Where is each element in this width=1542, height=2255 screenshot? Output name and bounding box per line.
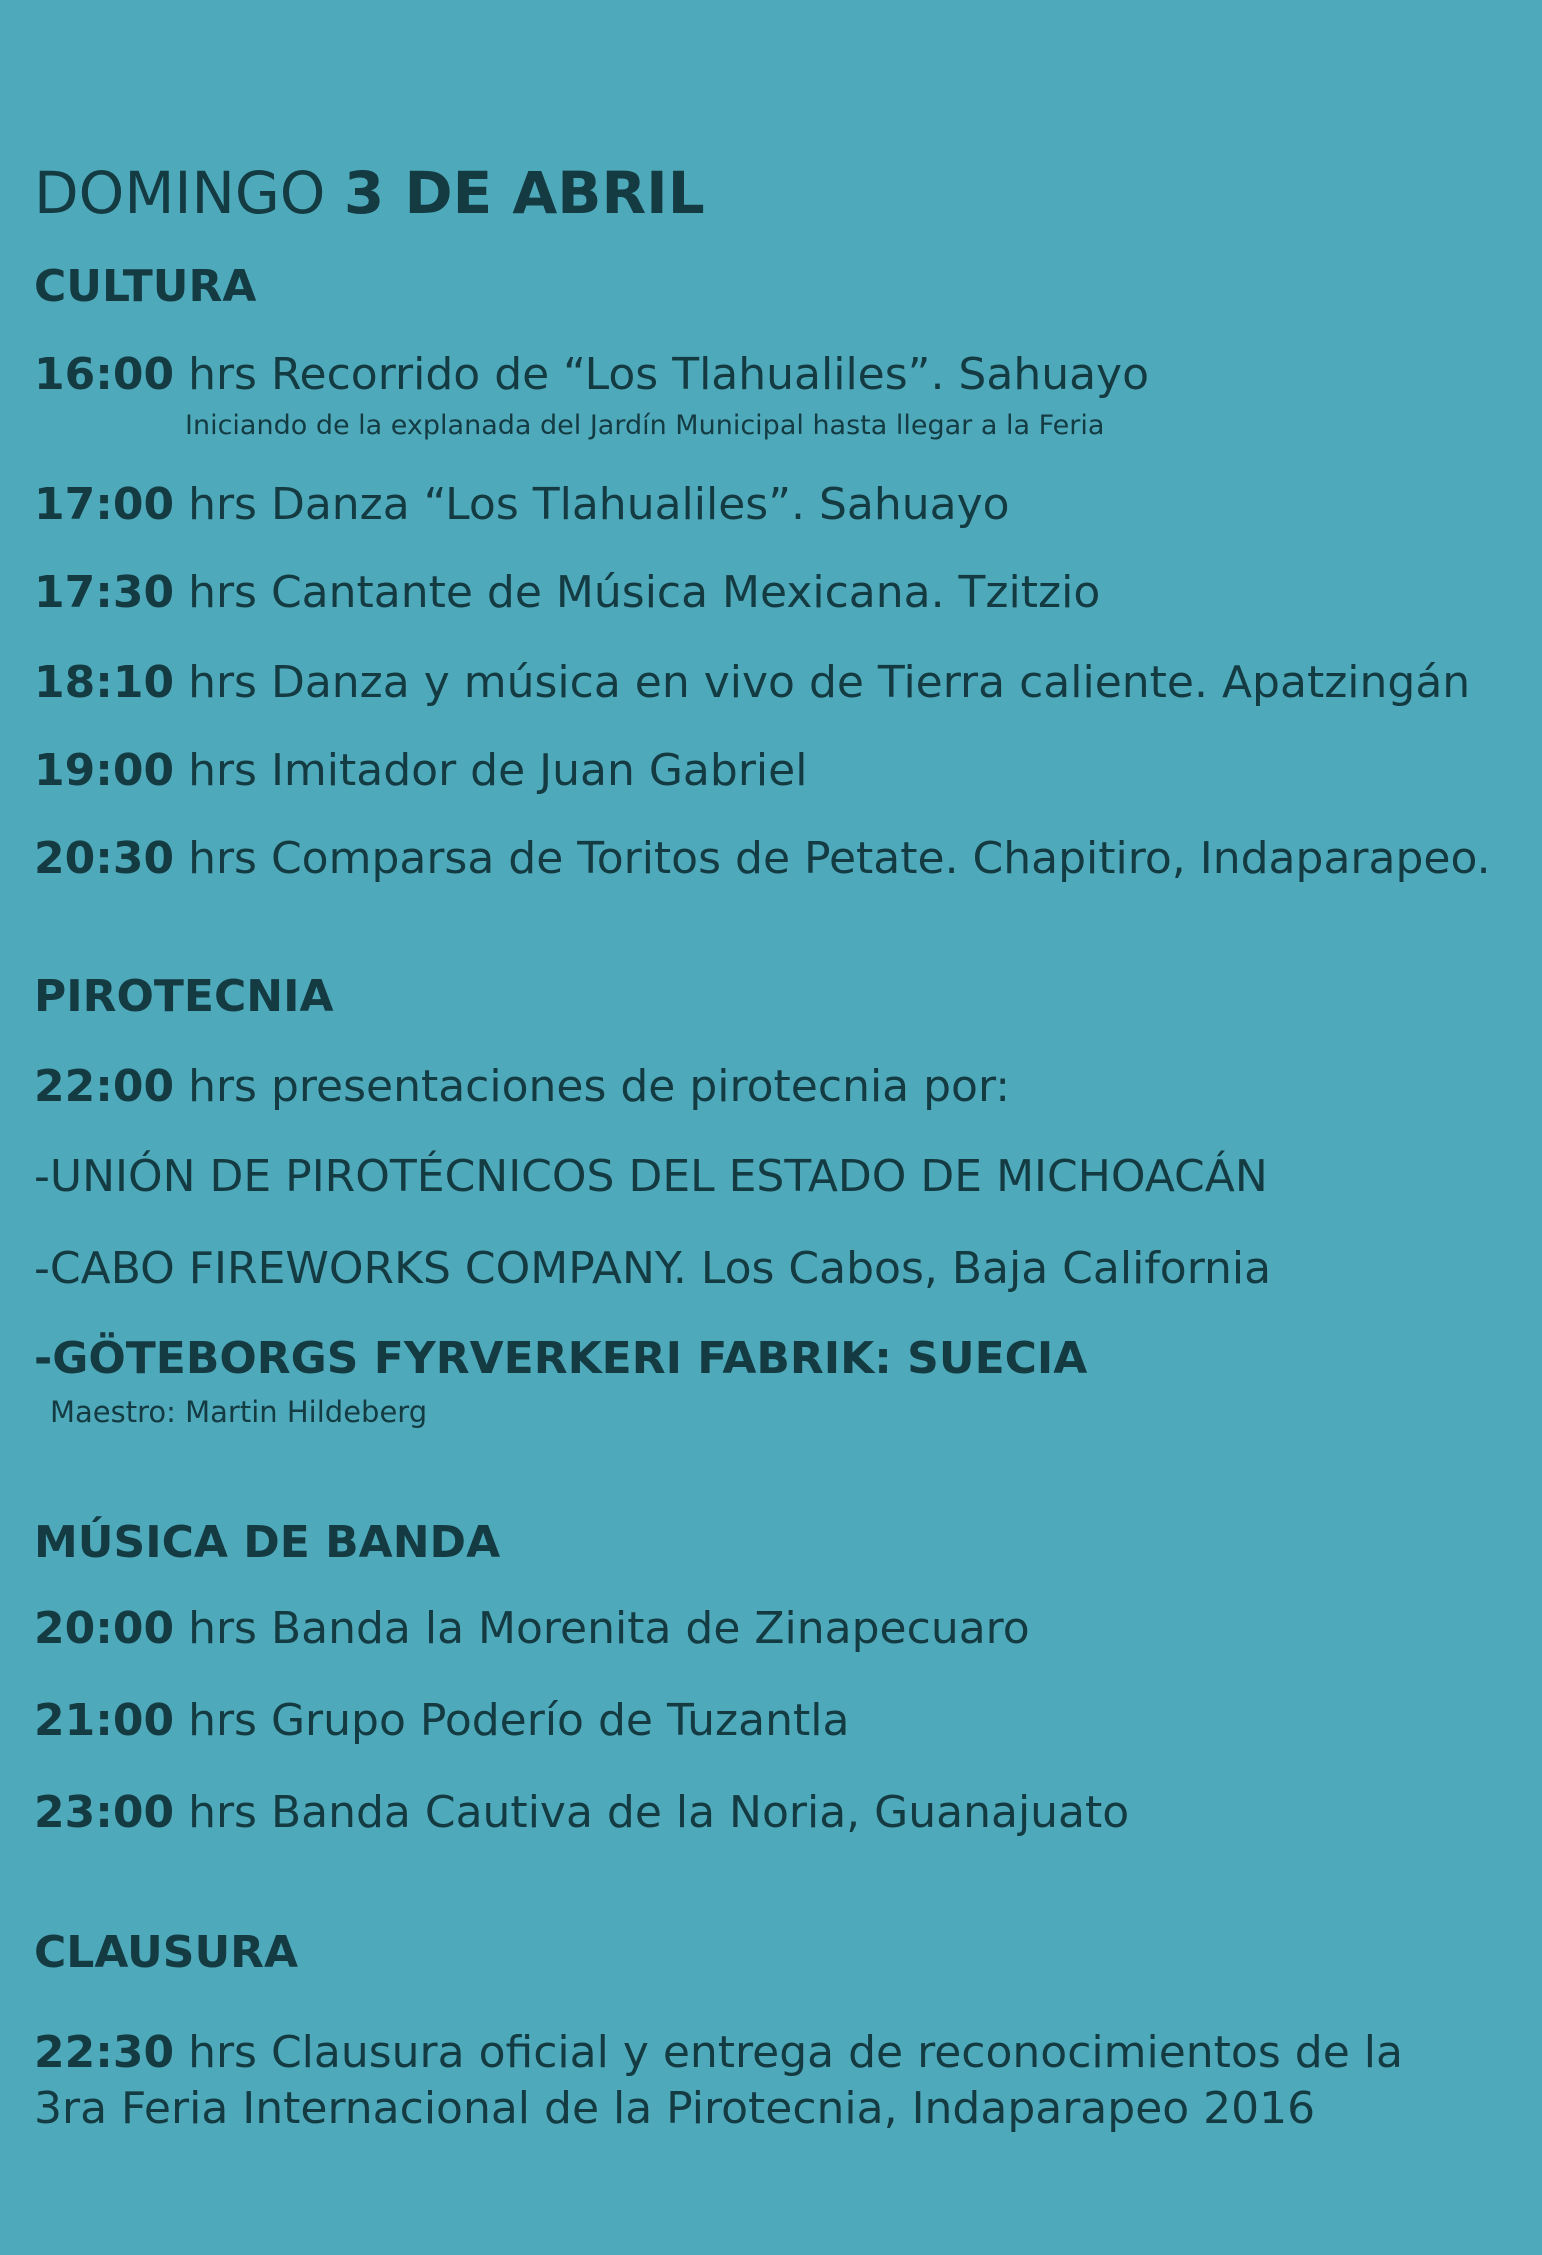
event-text: hrs Danza y música en vivo de Tierra caliente. Apatzingán <box>188 657 1471 708</box>
event-time: 23:00 <box>34 1787 175 1838</box>
event-time: 17:00 <box>34 479 175 530</box>
event-time: 18:10 <box>34 657 175 708</box>
event-text: hrs Banda Cautiva de la Noria, Guanajuato <box>188 1787 1130 1838</box>
event-text: hrs presentaciones de pirotecnia por: <box>188 1061 1011 1112</box>
event-cultura-5 <box>34 746 807 797</box>
event-text: hrs Clausura oficial y entrega de reconocimientos de la <box>188 2027 1403 2078</box>
event-text: hrs Recorrido de “Los Tlahualiles”. Sahuayo <box>188 349 1150 400</box>
event-text: hrs Imitador de Juan Gabriel <box>188 745 808 796</box>
event-time: 20:30 <box>34 833 175 884</box>
day-date: 3 DE ABRIL <box>343 159 705 227</box>
event-time: 22:00 <box>34 1061 175 1112</box>
day-title: DOMINGO 3 DE ABRIL <box>34 159 705 227</box>
event-text: hrs Grupo Poderío de Tuzantla <box>188 1695 850 1746</box>
event-banda-2 <box>34 1696 849 1747</box>
event-time: 20:00 <box>34 1603 175 1654</box>
event-pirotecnia-intro <box>34 1062 1010 1113</box>
event-time: 19:00 <box>34 745 175 796</box>
event-clausura-line2: 3ra Feria Internacional de la Pirotecnia, Indaparapeo 2016 <box>34 2083 1316 2134</box>
event-banda-1 <box>34 1604 1030 1655</box>
section-heading-pirotecnia: PIROTECNIA <box>34 971 334 1022</box>
maestro-note: Maestro: Martin Hildeberg <box>50 1395 428 1429</box>
participant-item: -UNIÓN DE PIROTÉCNICOS DEL ESTADO DE MICHOACÁN <box>34 1151 1268 1202</box>
section-heading-cultura: CULTURA <box>34 261 257 312</box>
event-banda-3 <box>34 1788 1129 1839</box>
event-clausura <box>34 2028 1403 2079</box>
event-cultura-6 <box>34 834 1491 885</box>
event-time: 22:30 <box>34 2027 175 2078</box>
event-cultura-4 <box>34 658 1470 709</box>
section-heading-clausura: CLAUSURA <box>34 1927 299 1978</box>
event-cultura-1 <box>34 350 1149 401</box>
event-text: hrs Comparsa de Toritos de Petate. Chapitiro, Indaparapeo. <box>188 833 1491 884</box>
event-note: Iniciando de la explanada del Jardín Municipal hasta llegar a la Feria <box>185 410 1105 441</box>
event-text: hrs Cantante de Música Mexicana. Tzitzio <box>188 567 1101 618</box>
event-text: hrs Danza “Los Tlahualiles”. Sahuayo <box>188 479 1010 530</box>
event-text: hrs Banda la Morenita de Zinapecuaro <box>188 1603 1030 1654</box>
event-cultura-2 <box>34 480 1010 531</box>
event-time: 16:00 <box>34 349 175 400</box>
section-heading-banda: MÚSICA DE BANDA <box>34 1517 501 1568</box>
event-time: 21:00 <box>34 1695 175 1746</box>
participant-featured: -GÖTEBORGS FYRVERKERI FABRIK: SUECIA <box>34 1333 1088 1384</box>
participant-item: -CABO FIREWORKS COMPANY. Los Cabos, Baja California <box>34 1243 1272 1294</box>
event-time: 17:30 <box>34 567 175 618</box>
event-cultura-3 <box>34 568 1100 619</box>
